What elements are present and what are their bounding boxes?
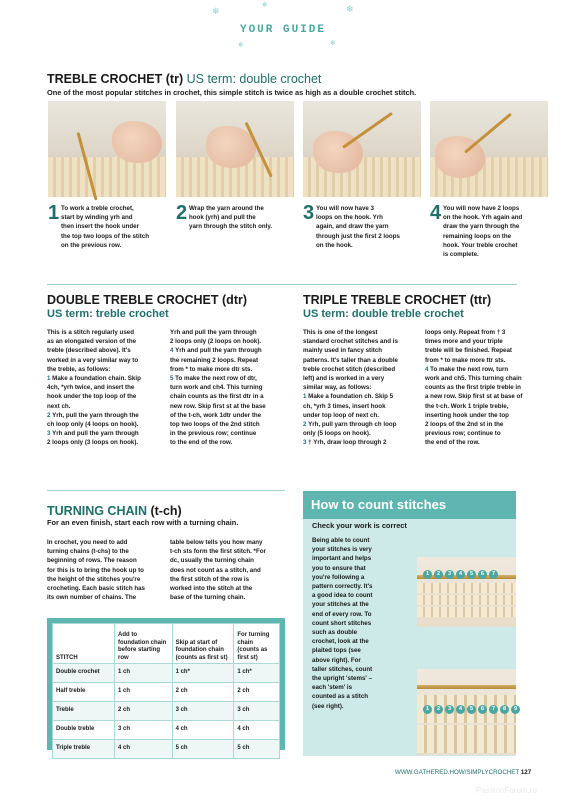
step-number: 4 bbox=[430, 202, 442, 224]
step-number: 2 bbox=[303, 421, 309, 429]
treble-heading bbox=[47, 72, 321, 86]
snowflake-icon: ❄ bbox=[346, 5, 354, 15]
text-line: your stitches at the bbox=[312, 601, 369, 609]
line-text: 2 loops only (2 loops on hook). bbox=[170, 338, 262, 346]
text-line bbox=[303, 402, 398, 411]
ttr-us-term: US term: double treble crochet bbox=[303, 308, 464, 320]
line-text: as an elongated version of the bbox=[47, 338, 137, 346]
step-number: 1 bbox=[48, 202, 60, 224]
ttr-heading bbox=[303, 293, 491, 307]
text-line bbox=[425, 420, 522, 429]
divider bbox=[47, 284, 517, 285]
line-text: of the t-ch, work 1dtr under the bbox=[170, 411, 262, 419]
line-text: beginning of rows. The reason bbox=[47, 557, 137, 565]
treble-title: TREBLE CROCHET bbox=[47, 72, 163, 86]
dtr-title: DOUBLE TREBLE CROCHET bbox=[47, 293, 219, 307]
text-line bbox=[47, 383, 141, 392]
stitch-number-badge: 4 bbox=[456, 705, 465, 714]
line-text: under top loop of next ch. bbox=[303, 411, 379, 419]
text-line bbox=[170, 556, 266, 565]
text-line bbox=[47, 337, 141, 346]
line-text: hook under the top loop of the bbox=[47, 393, 137, 401]
step-text: You will now have 2 loops on the hook. Yrh again and draw the yarn through the remaining loops on the hook. Your treble crochet is complete. bbox=[443, 205, 523, 259]
line-text: Yrh, pull the yarn through the bbox=[52, 411, 139, 419]
text-line bbox=[170, 402, 266, 411]
line-text: Make a foundation ch. Skip 5 bbox=[308, 393, 394, 401]
text-line bbox=[47, 420, 141, 429]
line-text: To make the next row of dtr, bbox=[175, 375, 257, 383]
turning-column-2 bbox=[170, 538, 266, 602]
text-line bbox=[47, 593, 145, 602]
step-number: 1 bbox=[47, 375, 53, 383]
line-text: its own number of chains. The bbox=[47, 594, 137, 602]
step-text: Wrap the yarn around the hook (yrh) and pull the yarn through the stitch only. bbox=[189, 205, 273, 231]
line-text: t-ch sts form the first stitch. *For bbox=[170, 548, 266, 556]
step-number: 3 bbox=[47, 430, 53, 438]
text-line bbox=[47, 411, 141, 420]
dtr-column-1 bbox=[47, 328, 141, 448]
table-row bbox=[53, 683, 280, 702]
turning-intro: For an even finish, start each row with a turning chain. bbox=[47, 518, 239, 527]
text-line bbox=[425, 346, 522, 355]
line-text: worked in a very similar way to bbox=[47, 356, 139, 364]
line-text: the end of the row. bbox=[425, 439, 480, 447]
line-text: times more and your triple bbox=[425, 338, 503, 346]
stitch-number-badge: 8 bbox=[500, 705, 509, 714]
text-line: taller stitches, count bbox=[312, 665, 373, 673]
text-line bbox=[170, 374, 266, 383]
stitch-number-badge: 7 bbox=[489, 570, 498, 579]
tr-stitch-photo bbox=[417, 669, 516, 755]
text-line bbox=[303, 420, 398, 429]
text-line bbox=[170, 346, 266, 355]
line-text: ch loop only (4 loops on hook). bbox=[47, 421, 139, 429]
line-text: treble crochet stitch (described bbox=[303, 365, 396, 373]
count-stitches-text bbox=[312, 536, 373, 711]
text-line bbox=[425, 411, 522, 420]
page-number: 127 bbox=[520, 769, 532, 776]
text-line bbox=[303, 383, 398, 392]
table-cell: 4 ch bbox=[172, 721, 234, 740]
text-line: you to ensure that bbox=[312, 564, 366, 572]
step-number: 4 bbox=[170, 347, 176, 355]
text-line bbox=[425, 356, 522, 365]
text-line: the upright 'stems' – bbox=[312, 675, 373, 683]
count-stitches-title: How to count stitches bbox=[311, 497, 447, 512]
line-text: counts as the first triple treble in bbox=[425, 384, 521, 392]
stitch-number-badge: 3 bbox=[445, 705, 454, 714]
stitch-number-badge: 2 bbox=[434, 570, 443, 579]
text-line: above right). For bbox=[312, 656, 361, 664]
text-line bbox=[425, 429, 522, 438]
turning-chain-table bbox=[47, 618, 285, 750]
step-number: 2 bbox=[176, 202, 188, 224]
turning-title: TURNING CHAIN bbox=[47, 504, 147, 518]
text-line bbox=[47, 566, 145, 575]
step-text: You will now have 3 loops on the hook. Yrh again, and draw the yarn through just the first 2 loops on the hook. bbox=[316, 205, 400, 249]
text-line bbox=[170, 593, 266, 602]
step-2-photo bbox=[176, 101, 294, 197]
page-section-title: YOUR GUIDE bbox=[239, 24, 326, 36]
text-line bbox=[47, 429, 141, 438]
line-text: next ch. bbox=[47, 402, 71, 410]
text-line bbox=[47, 584, 145, 593]
text-line: Being able to count bbox=[312, 537, 370, 544]
text-line bbox=[425, 328, 522, 337]
ttr-column-1 bbox=[303, 328, 398, 448]
table-header: Skip at start of foundation chain (counts as first st) bbox=[172, 624, 234, 664]
line-text: only (5 loops on hook). bbox=[303, 430, 371, 438]
text-line bbox=[425, 438, 522, 447]
line-text: inserting hook under the top bbox=[425, 411, 509, 419]
line-text: treble will be finished. Repeat bbox=[425, 347, 512, 355]
table-cell: 1 ch bbox=[115, 664, 173, 683]
text-line bbox=[170, 337, 266, 346]
line-text: the height of the stitches you're bbox=[47, 575, 141, 583]
table-cell: 3 ch bbox=[234, 702, 280, 721]
text-line bbox=[425, 392, 522, 401]
text-line bbox=[303, 346, 398, 355]
line-text: from * to make more dtr sts. bbox=[170, 365, 253, 373]
stitch-number-badge: 1 bbox=[423, 705, 432, 714]
table-cell: 1 ch* bbox=[172, 664, 234, 683]
text-line bbox=[170, 575, 266, 584]
dtr-abbr: (dtr) bbox=[222, 293, 248, 307]
text-line bbox=[303, 411, 398, 420]
line-text: 2 loops of the 2nd st in the bbox=[425, 421, 504, 429]
line-text: turn work and ch4. This turning bbox=[170, 384, 263, 392]
text-line: a good idea to count bbox=[312, 592, 373, 600]
text-line bbox=[303, 337, 398, 346]
line-text: for this is to bring the hook up to bbox=[47, 566, 144, 574]
line-text: Yrh and pull the yarn through bbox=[175, 347, 262, 355]
line-text: To make the next row, turn bbox=[430, 365, 509, 373]
text-line bbox=[47, 328, 141, 337]
text-line bbox=[47, 346, 141, 355]
stitch-number-badge: 6 bbox=[478, 705, 487, 714]
line-text: top two loops of the 2nd stitch bbox=[170, 421, 260, 429]
turning-heading bbox=[47, 504, 182, 518]
step-1-photo bbox=[48, 101, 166, 197]
text-line bbox=[303, 392, 398, 401]
text-line bbox=[170, 411, 266, 420]
count-stitches-subtitle: Check your work is correct bbox=[312, 521, 407, 530]
table-cell: 3 ch bbox=[115, 721, 173, 740]
line-text: mainly used in fancy stitch bbox=[303, 347, 383, 355]
line-text: to the end of the row. bbox=[170, 439, 233, 447]
turning-column-1 bbox=[47, 538, 145, 602]
text-line bbox=[47, 392, 141, 401]
line-text: loops only. Repeat from † 3 bbox=[425, 329, 506, 336]
text-line bbox=[425, 337, 522, 346]
step-number: 1 bbox=[303, 393, 309, 401]
line-text: left) and is worked in a very bbox=[303, 375, 385, 383]
dtr-us-term: US term: treble crochet bbox=[47, 308, 169, 320]
text-line bbox=[170, 392, 266, 401]
stitch-number-badge: 5 bbox=[467, 570, 476, 579]
line-text: 2 loops only (3 loops on hook). bbox=[47, 439, 139, 447]
text-line bbox=[170, 356, 266, 365]
treble-abbr: (tr) bbox=[165, 72, 184, 86]
line-text: table below tells you how many bbox=[170, 539, 263, 546]
ttr-column-2 bbox=[425, 328, 522, 448]
snowflake-icon: ❄ bbox=[262, 1, 268, 9]
text-line bbox=[170, 429, 266, 438]
text-line bbox=[47, 374, 141, 383]
text-line bbox=[303, 429, 398, 438]
text-line bbox=[47, 356, 141, 365]
stitch-number-badge: 5 bbox=[467, 705, 476, 714]
treble-intro: One of the most popular stitches in crochet, this simple stitch is twice as high as a double crochet stitch. bbox=[47, 88, 417, 97]
text-line: each 'stem' is bbox=[312, 684, 353, 692]
dtr-column-2 bbox=[170, 328, 266, 448]
line-text: standard crochet stitches and is bbox=[303, 338, 398, 346]
dtr-heading bbox=[47, 293, 247, 307]
line-text: † Yrh, draw loop through 2 bbox=[308, 439, 387, 447]
text-line bbox=[47, 365, 141, 374]
step-4-photo bbox=[430, 101, 548, 197]
line-text: the t-ch. Work 1 triple treble, bbox=[425, 402, 509, 410]
text-line bbox=[303, 356, 398, 365]
stitch-number-badge: 2 bbox=[434, 705, 443, 714]
watermark: PassionForum.ru bbox=[476, 786, 537, 795]
stitch-number-badge: 6 bbox=[478, 570, 487, 579]
table-cell: Triple treble bbox=[53, 740, 115, 759]
text-line bbox=[47, 575, 145, 584]
text-line bbox=[47, 556, 145, 565]
table-row bbox=[53, 702, 280, 721]
line-text: similar way, as follows: bbox=[303, 384, 372, 392]
text-line: your stitches is very bbox=[312, 546, 372, 554]
table-cell: Treble bbox=[53, 702, 115, 721]
line-text: the treble, as follows: bbox=[47, 365, 111, 373]
line-text: Yrh and pull the yarn through bbox=[170, 329, 257, 336]
line-text: base of the turning chain. bbox=[170, 594, 246, 602]
text-line bbox=[47, 402, 141, 411]
table-cell: 2 ch bbox=[172, 683, 234, 702]
text-line: count short stitches bbox=[312, 619, 372, 627]
text-line bbox=[47, 438, 141, 447]
step-number: 2 bbox=[47, 411, 53, 419]
table-row bbox=[53, 721, 280, 740]
table-cell: 1 ch bbox=[115, 683, 173, 702]
table-cell: 2 ch bbox=[115, 702, 173, 721]
text-line bbox=[303, 365, 398, 374]
snowflake-icon: ❄ bbox=[330, 39, 336, 47]
ttr-title: TRIPLE TREBLE CROCHET bbox=[303, 293, 467, 307]
text-line bbox=[170, 566, 266, 575]
text-line bbox=[170, 328, 266, 337]
text-line bbox=[170, 383, 266, 392]
table-header-row bbox=[53, 624, 280, 664]
text-line: important and helps bbox=[312, 555, 372, 563]
line-text: a new row. Skip first st at base of bbox=[425, 393, 523, 401]
line-text: dc, usually the turning chain bbox=[170, 557, 254, 565]
step-number: 3 bbox=[303, 439, 309, 447]
line-text: Make a foundation chain. Skip bbox=[52, 375, 141, 383]
table-cell: 3 ch bbox=[172, 702, 234, 721]
stitch-number-badge: 4 bbox=[456, 570, 465, 579]
text-line bbox=[170, 438, 266, 447]
stitch-number-badge: 3 bbox=[445, 570, 454, 579]
line-text: turning chains (t-chs) to the bbox=[47, 548, 129, 556]
table-cell: Double treble bbox=[53, 721, 115, 740]
text-line: plaited tops (see bbox=[312, 647, 361, 655]
table-cell: 4 ch bbox=[115, 740, 173, 759]
text-line bbox=[425, 365, 522, 374]
table-cell: Half treble bbox=[53, 683, 115, 702]
text-line: counted as a stitch bbox=[312, 693, 369, 701]
line-text: the first stitch of the row is bbox=[170, 575, 250, 583]
text-line bbox=[303, 328, 398, 337]
text-line bbox=[425, 383, 522, 392]
line-text: work and ch5. This turning chain bbox=[425, 375, 522, 383]
stitch-count-badges bbox=[423, 570, 498, 579]
text-line bbox=[170, 538, 266, 547]
text-line: you're following a bbox=[312, 573, 365, 581]
line-text: This is a stitch regularly used bbox=[47, 329, 134, 336]
table-row bbox=[53, 740, 280, 759]
line-text: 4ch, *yrh twice, and insert the bbox=[47, 384, 135, 392]
text-line bbox=[170, 547, 266, 556]
table-row bbox=[53, 664, 280, 683]
table-header: Add to foundation chain before starting row bbox=[115, 624, 173, 664]
line-text: ch, *yrh 3 times, insert hook bbox=[303, 402, 386, 410]
footer-url: WWW.GATHERED.HOW/SIMPLYCROCHET bbox=[395, 769, 520, 776]
dc-stitch-photo bbox=[417, 557, 516, 627]
text-line bbox=[47, 547, 145, 556]
snowflake-icon: ❄ bbox=[212, 7, 220, 17]
stitch-number-badge: 1 bbox=[423, 570, 432, 579]
table-cell: 5 ch bbox=[172, 740, 234, 759]
text-line: pattern correctly. It's bbox=[312, 583, 373, 591]
table-cell: 1 ch* bbox=[234, 664, 280, 683]
page-footer bbox=[395, 769, 531, 776]
line-text: worked into the stitch at the bbox=[170, 585, 253, 593]
text-line: crochet, look at the bbox=[312, 638, 369, 646]
step-number: 4 bbox=[425, 365, 431, 373]
ttr-abbr: (ttr) bbox=[469, 293, 492, 307]
table-header: For turning chain (counts as first st) bbox=[234, 624, 280, 664]
table-cell: 2 ch bbox=[234, 683, 280, 702]
step-3-photo bbox=[303, 101, 421, 197]
treble-us-term: US term: double crochet bbox=[186, 72, 322, 86]
divider bbox=[47, 490, 285, 491]
stitch-number-badge: 7 bbox=[489, 705, 498, 714]
count-stitches-box bbox=[303, 491, 516, 756]
line-text: crocheting. Each basic stitch has bbox=[47, 585, 145, 593]
line-text: Yrh, pull yarn through ch loop bbox=[308, 421, 397, 429]
text-line bbox=[303, 438, 398, 447]
line-text: This is one of the longest bbox=[303, 329, 378, 336]
turning-abbr: (t-ch) bbox=[150, 504, 182, 518]
text-line bbox=[303, 374, 398, 383]
table-header: STITCH bbox=[53, 624, 115, 664]
line-text: does not count as a stitch, and bbox=[170, 566, 261, 574]
line-text: in the previous row; continue bbox=[170, 430, 257, 438]
text-line bbox=[425, 402, 522, 411]
line-text: chain counts as the first dtr in a bbox=[170, 393, 264, 401]
snowflake-icon: ❄ bbox=[238, 41, 244, 49]
text-line bbox=[425, 374, 522, 383]
table-cell: 5 ch bbox=[234, 740, 280, 759]
stitch-number-badge: 9 bbox=[511, 705, 520, 714]
line-text: In crochet, you need to add bbox=[47, 539, 128, 546]
line-text: previous row; continue to bbox=[425, 430, 501, 438]
text-line: end of every row. To bbox=[312, 610, 372, 618]
line-text: the remaining 2 loops. Repeat bbox=[170, 356, 259, 364]
line-text: Yrh and pull the yarn through bbox=[52, 430, 139, 438]
text-line bbox=[170, 420, 266, 429]
stitch-count-badges bbox=[423, 705, 520, 714]
text-line bbox=[170, 365, 266, 374]
step-number: 3 bbox=[303, 202, 315, 224]
line-text: from * to make more ttr sts. bbox=[425, 356, 506, 364]
table-cell: Double crochet bbox=[53, 664, 115, 683]
text-line: (see right). bbox=[312, 702, 344, 710]
text-line: such as double bbox=[312, 629, 358, 637]
step-text: To work a treble crochet, start by winding yrh and then insert the hook under the top two loops of the stitch on the previous row. bbox=[61, 205, 149, 249]
table-cell: 4 ch bbox=[234, 721, 280, 740]
line-text: new row. Skip first st at the base bbox=[170, 402, 266, 410]
line-text: treble (described above). It's bbox=[47, 347, 131, 355]
text-line bbox=[47, 538, 145, 547]
text-line bbox=[170, 584, 266, 593]
step-number: 5 bbox=[170, 375, 176, 383]
line-text: patterns. It's taller than a double bbox=[303, 356, 398, 364]
